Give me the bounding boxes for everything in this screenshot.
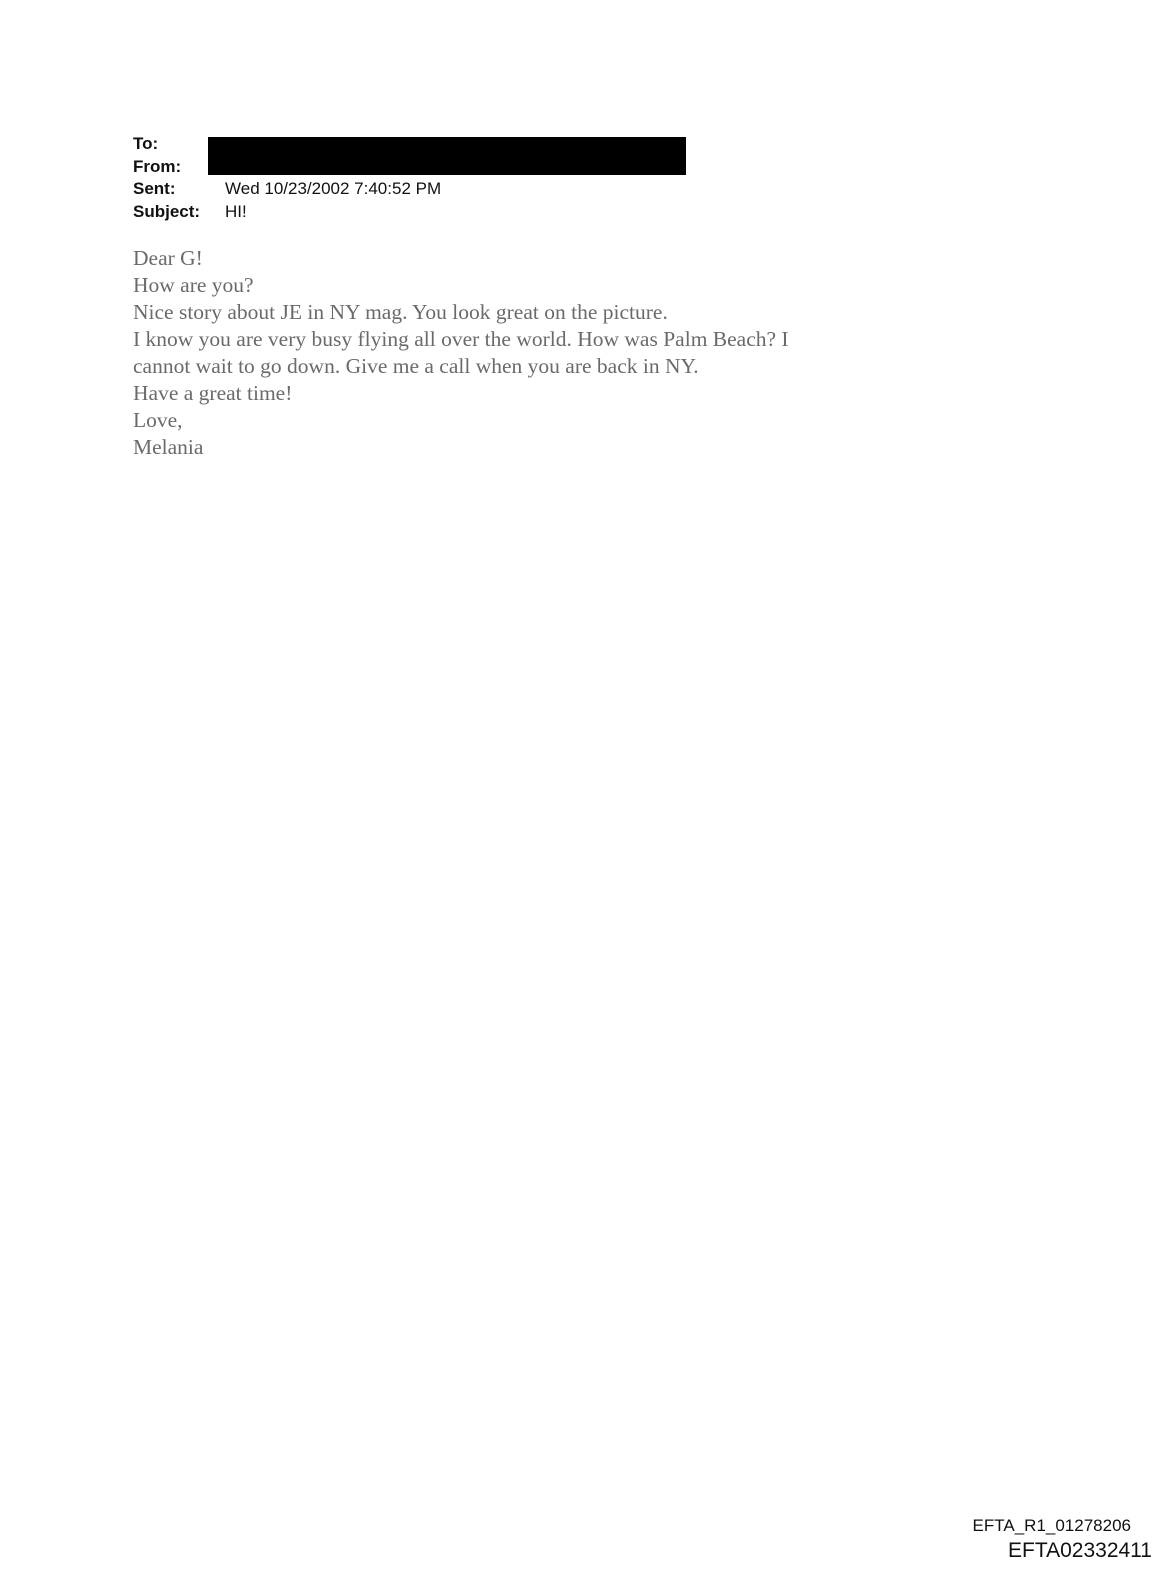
body-line: Have a great time!: [133, 381, 293, 405]
subject-label: Subject:: [133, 202, 201, 221]
subject-value: HI!: [225, 202, 247, 221]
body-line-greeting: Dear G!: [133, 246, 203, 270]
body-line: I know you are very busy flying all over the world. How was Palm Beach? I: [133, 327, 789, 351]
body-line: cannot wait to go down. Give me a call when you are back in NY.: [133, 354, 699, 378]
sent-label: Sent:: [133, 179, 176, 198]
from-label: From:: [133, 157, 182, 176]
body-line: Nice story about JE in NY mag. You look great on the picture.: [133, 300, 668, 324]
body-line-signature: Melania: [133, 435, 204, 459]
bates-number-primary: EFTA_R1_01278206: [972, 1516, 1131, 1535]
sent-value: Wed 10/23/2002 7:40:52 PM: [225, 179, 442, 198]
to-label: To:: [133, 134, 159, 153]
redaction-box: [208, 137, 686, 175]
body-line-closing: Love,: [133, 408, 183, 432]
body-line: How are you?: [133, 273, 254, 297]
bates-number-secondary: EFTA02332411: [1008, 1539, 1152, 1562]
email-body: [133, 245, 789, 461]
